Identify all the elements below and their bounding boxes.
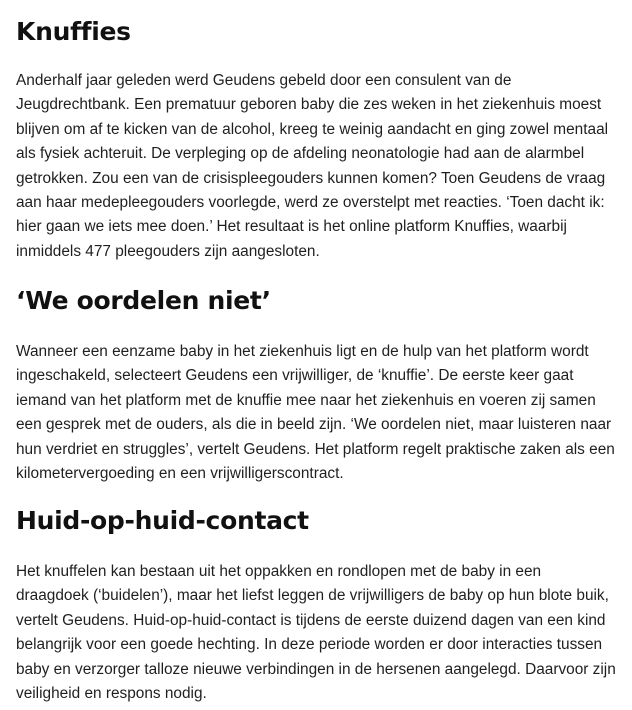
section-heading-we-oordelen-niet: ‘We oordelen niet’ <box>16 286 271 315</box>
section-paragraph-we-oordelen-niet: Wanneer een eenzame baby in het ziekenhuis ligt en de hulp van het platform wordt ingeschakeld, selecteert Geudens een vrijwilliger, de ‘knuffie’. De eerste keer gaat iemand van het platform met de knuffie mee naar het ziekenhuis en voeren zij samen een gesprek met de ouders, als die in beeld zijn. ‘We oordelen niet, maar luisteren naar hun verdriet en struggles’, vertelt Geudens. Het platform regelt praktische zaken als een kilometervergoeding en een vrijwilligerscontract. <box>16 343 615 483</box>
section-heading-knuffies: Knuffies <box>16 17 131 46</box>
section-paragraph-huid-op-huid-contact: Het knuffelen kan bestaan uit het oppakken en rondlopen met de baby in een draagdoek (‘buidelen’), maar het liefst leggen de vrijwilligers de baby op hun blote buik, vertelt Geudens. Huid-op-huid-contact is tijdens de eerste duizend dagen van een kind belangrijk voor een goede hechting. In deze periode worden er door interacties tussen baby en verzorger talloze nieuwe verbindingen in de hersenen aangelegd. Daarvoor zijn veiligheid en respons nodig. <box>16 563 616 703</box>
section-paragraph-knuffies: Anderhalf jaar geleden werd Geudens gebeld door een consulent van de Jeugdrechtbank. Een prematuur geboren baby die zes weken in het ziekenhuis moest blijven om af te kicken van de alcohol, kreeg te weinig aandacht en ging zowel mentaal als fysiek achteruit. De verpleging op de afdeling neonatologie had aan de alarmbel getrokken. Zou een van de crisispleegouders kunnen komen? Toen Geudens de vraag aan haar medepleegouders voorlegde, werd ze overstelpt met reacties. ‘Toen dacht ik: hier gaan we iets mee doen.’ Het resultaat is het online platform Knuffies, waarbij inmiddels 477 pleegouders zijn aangesloten. <box>16 72 609 260</box>
section-heading-huid-op-huid-contact: Huid-op-huid-contact <box>16 506 309 535</box>
